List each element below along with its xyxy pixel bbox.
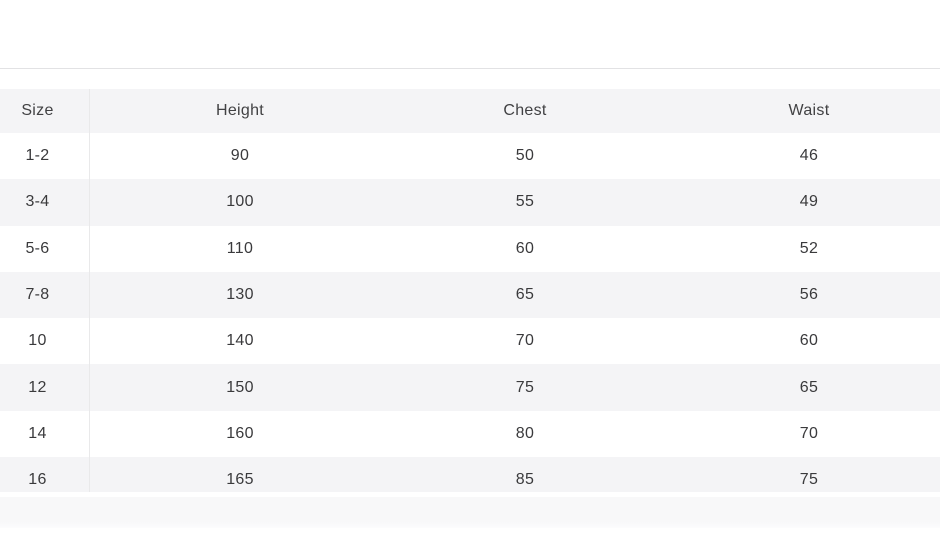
cell-height: 140 <box>226 332 254 350</box>
cell-waist: 60 <box>799 332 819 350</box>
column-header-size: Size <box>0 89 90 133</box>
cell-height: 90 <box>230 147 250 165</box>
cell-size: 16 <box>0 457 90 492</box>
top-divider <box>0 68 940 69</box>
table-row <box>0 411 940 457</box>
cell-size: 12 <box>0 364 90 410</box>
column-header-chest: Chest <box>503 102 547 119</box>
cell-chest: 85 <box>515 471 535 489</box>
cell-size: 1-2 <box>0 133 90 179</box>
cell-chest: 65 <box>515 286 535 304</box>
table-row <box>0 133 940 179</box>
table-footer-strip <box>0 497 940 528</box>
table-row <box>0 226 940 272</box>
cell-height: 150 <box>226 378 254 396</box>
cell-waist: 52 <box>799 239 819 257</box>
cell-chest: 55 <box>515 193 535 211</box>
cell-size: 14 <box>0 411 90 457</box>
cell-chest: 60 <box>515 239 535 257</box>
cell-chest: 80 <box>515 424 535 442</box>
table-row <box>0 457 940 492</box>
cell-waist: 70 <box>799 424 819 442</box>
cell-chest: 70 <box>515 332 535 350</box>
cell-height: 160 <box>226 424 254 442</box>
cell-size: 3-4 <box>0 179 90 225</box>
cell-size: 5-6 <box>0 226 90 272</box>
cell-size: 7-8 <box>0 272 90 318</box>
cell-waist: 56 <box>799 286 819 304</box>
cell-waist: 65 <box>799 378 819 396</box>
cell-height: 130 <box>226 286 254 304</box>
column-header-waist: Waist <box>788 102 830 119</box>
cell-chest: 50 <box>515 147 535 165</box>
cell-chest: 75 <box>515 378 535 396</box>
table-row <box>0 318 940 364</box>
cell-height: 165 <box>226 471 254 489</box>
table-header-row <box>0 89 940 133</box>
cell-waist: 75 <box>799 471 819 489</box>
cell-size: 10 <box>0 318 90 364</box>
cell-waist: 46 <box>799 147 819 165</box>
cell-height: 110 <box>226 239 254 257</box>
column-header-height: Height <box>215 102 265 119</box>
cell-waist: 49 <box>799 193 819 211</box>
table-row <box>0 272 940 318</box>
cell-height: 100 <box>226 193 254 211</box>
table-row <box>0 179 940 225</box>
size-chart-table <box>0 89 940 492</box>
table-row <box>0 364 940 410</box>
